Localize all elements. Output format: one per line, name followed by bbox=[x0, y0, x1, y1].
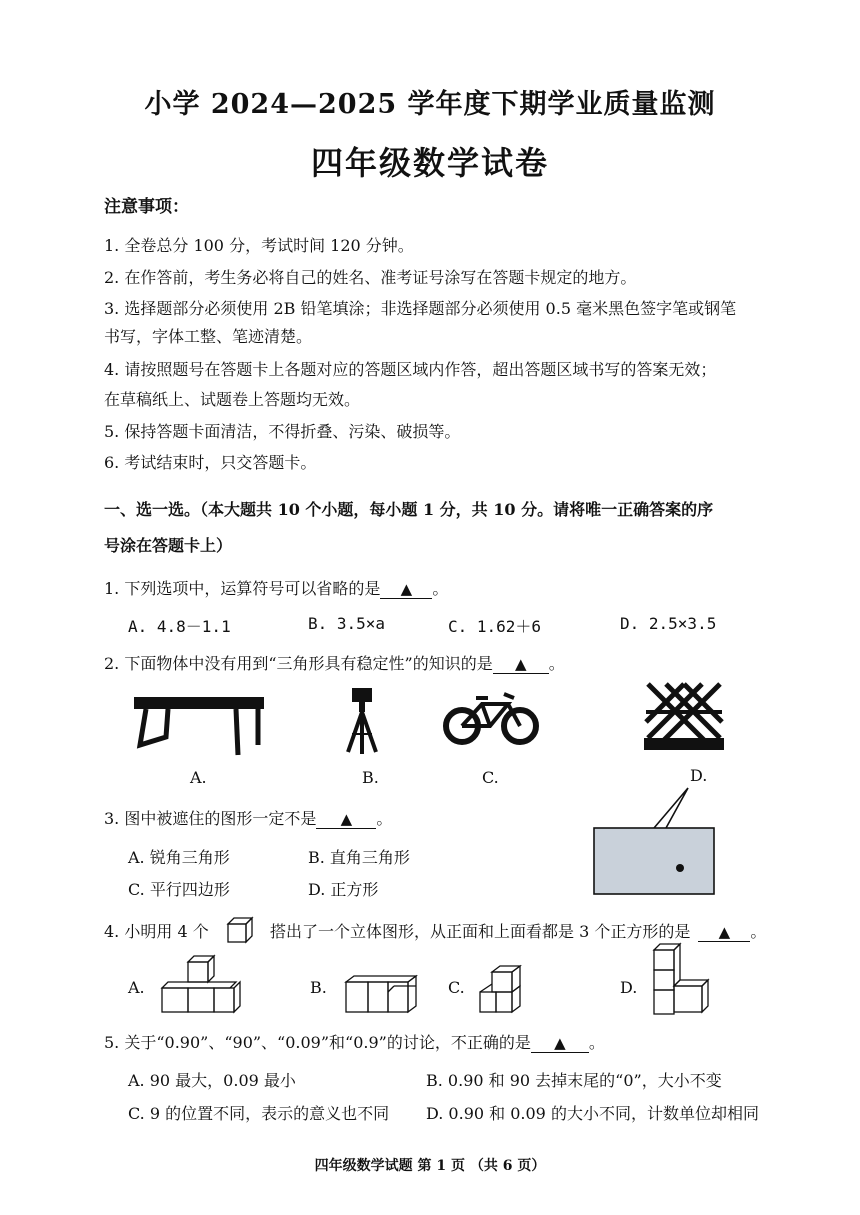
q3-option-b: B. 直角三角形 bbox=[308, 848, 410, 867]
bicycle-image bbox=[442, 688, 542, 748]
cube-stack-b bbox=[344, 972, 420, 1016]
note-item: 1. 全卷总分 100 分，考试时间 120 分钟。 bbox=[104, 236, 414, 255]
section-heading: 一、选一选。（本大题共 10 个小题，每小题 1 分，共 10 分。请将唯一正确答案的序 bbox=[104, 500, 714, 519]
q3-option-a: A. 锐角三角形 bbox=[128, 848, 230, 867]
truss-image bbox=[644, 682, 724, 754]
question-1-stem bbox=[104, 576, 448, 599]
question-end: 。 bbox=[432, 579, 449, 598]
question-4-stem-b bbox=[270, 919, 766, 942]
q2-label-d: D. bbox=[690, 766, 708, 785]
note-item: 6. 考试结束时，只交答题卡。 bbox=[104, 453, 317, 472]
question-text: 1. 下列选项中，运算符号可以省略的是 bbox=[104, 579, 381, 598]
question-text: 3. 图中被遮住的图形一定不是 bbox=[104, 809, 317, 828]
q4-label-b: B. bbox=[310, 978, 327, 997]
question-5-stem bbox=[104, 1030, 605, 1053]
q4-label-a: A. bbox=[128, 978, 145, 997]
triangle-mark-icon: ▲ bbox=[400, 580, 413, 598]
question-3-stem bbox=[104, 806, 392, 829]
answer-blank bbox=[698, 923, 750, 942]
note-item: 5. 保持答题卡面清洁，不得折叠、污染、破损等。 bbox=[104, 422, 461, 441]
question-end: 。 bbox=[548, 654, 565, 673]
notes-heading: 注意事项： bbox=[104, 197, 189, 217]
question-4-stem-a: 4. 小明用 4 个 bbox=[104, 922, 209, 941]
answer-blank bbox=[531, 1034, 589, 1053]
q5-option-c: C. 9 的位置不同，表示的意义也不同 bbox=[128, 1104, 390, 1123]
note-item: 3. 选择题部分必须使用 2B 铅笔填涂；非选择题部分必须使用 0.5 毫米黑色签字笔或钢笔 bbox=[104, 299, 737, 318]
question-end: 。 bbox=[750, 922, 767, 941]
table-image bbox=[134, 695, 264, 755]
q3-option-d: D. 正方形 bbox=[308, 880, 379, 899]
triangle-mark-icon: ▲ bbox=[340, 810, 353, 828]
q1-option-c: C. 1.62＋6 bbox=[448, 617, 542, 636]
triangle-mark-icon: ▲ bbox=[514, 655, 527, 673]
q5-option-a: A. 90 最大，0.09 最小 bbox=[128, 1071, 296, 1090]
triangle-mark-icon: ▲ bbox=[718, 923, 731, 941]
note-item: 4. 请按照题号在答题卡上各题对应的答题区域内作答，超出答题区域书写的答案无效； bbox=[104, 360, 717, 379]
exam-subtitle: 四年级数学试卷 bbox=[310, 144, 549, 182]
q1-option-d: D. 2.5×3.5 bbox=[620, 614, 717, 633]
answer-blank bbox=[380, 580, 432, 599]
answer-blank bbox=[316, 810, 376, 829]
question-2-stem bbox=[104, 651, 565, 674]
question-end: 。 bbox=[376, 809, 393, 828]
q1-option-a: A. 4.8－1.1 bbox=[128, 617, 231, 636]
question-text: 2. 下面物体中没有用到“三角形具有稳定性”的知识的是 bbox=[104, 654, 493, 673]
q5-option-b: B. 0.90 和 90 去掉末尾的“0”，大小不变 bbox=[426, 1071, 722, 1090]
cube-stack-d bbox=[652, 944, 712, 1018]
answer-blank bbox=[493, 655, 549, 674]
page-footer: 四年级数学试题 第 1 页 （共 6 页） bbox=[314, 1158, 546, 1174]
triangle-mark-icon: ▲ bbox=[554, 1034, 566, 1052]
covered-shape-figure bbox=[592, 786, 716, 896]
note-item: 2. 在作答前，考生务必将自己的姓名、准考证号涂写在答题卡规定的地方。 bbox=[104, 268, 637, 287]
q1-option-b: B. 3.5×a bbox=[308, 614, 386, 633]
note-item: 书写，字体工整、笔迹清楚。 bbox=[104, 327, 313, 346]
q2-label-c: C. bbox=[482, 768, 499, 787]
exam-title: 小学 2024—2025 学年度下期学业质量监测 bbox=[144, 89, 716, 120]
q2-label-b: B. bbox=[362, 768, 379, 787]
q4-label-c: C. bbox=[448, 978, 465, 997]
note-item: 在草稿纸上、试题卷上答题均无效。 bbox=[104, 390, 361, 409]
tripod-image bbox=[338, 688, 386, 758]
cube-stack-c bbox=[478, 964, 524, 1016]
q4-label-d: D. bbox=[620, 978, 638, 997]
question-text: 搭出了一个立体图形，从正面和上面看都是 3 个正方形的是 bbox=[270, 922, 691, 941]
q3-option-c: C. 平行四边形 bbox=[128, 880, 230, 899]
question-end: 。 bbox=[588, 1033, 605, 1052]
cube-stack-a bbox=[160, 956, 244, 1014]
section-heading-cont: 号涂在答题卡上） bbox=[104, 536, 233, 555]
q2-label-a: A. bbox=[190, 768, 207, 787]
cube-icon bbox=[226, 916, 254, 944]
question-text: 5. 关于“0.90”、“90”、“0.09”和“0.9”的讨论，不正确的是 bbox=[104, 1033, 531, 1052]
q5-option-d: D. 0.90 和 0.09 的大小不同，计数单位却相同 bbox=[426, 1104, 759, 1123]
